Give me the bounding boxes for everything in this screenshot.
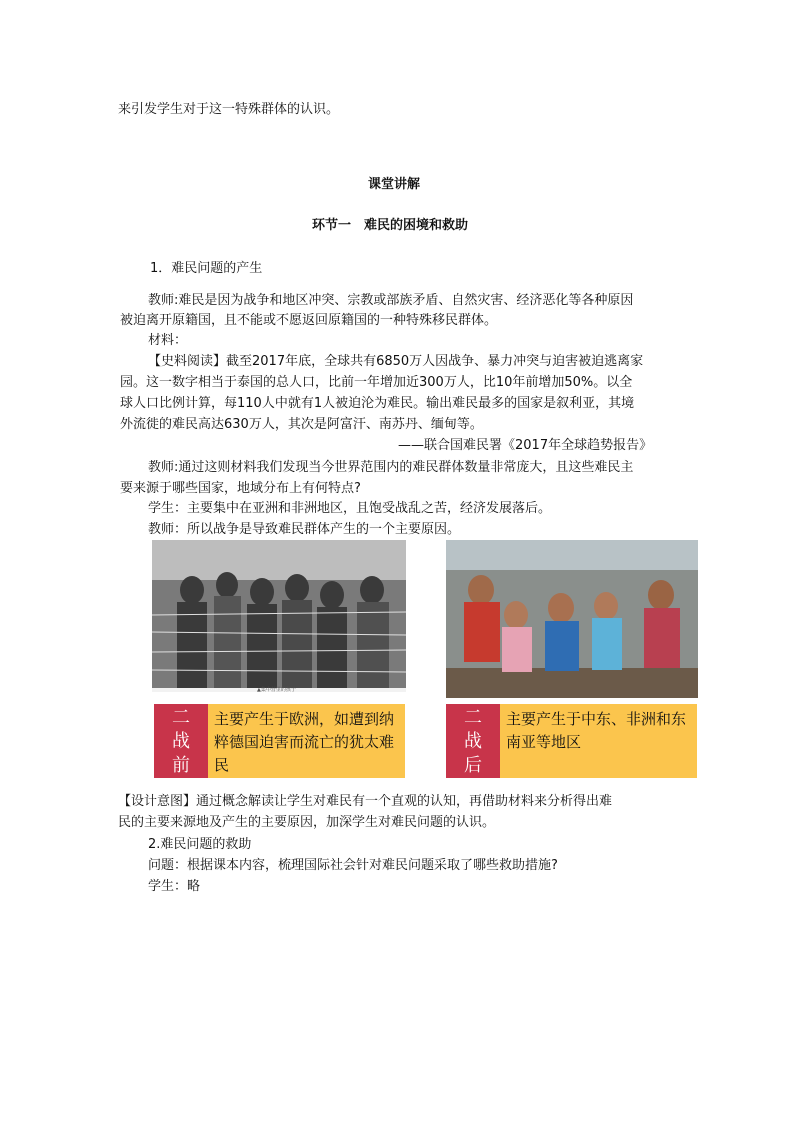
teacher-definition-line1: 教师:难民是因为战争和地区冲突、宗教或部族矛盾、自然灾害、经济恶化等各种原因 [148, 293, 634, 308]
teacher-question-line1: 教师:通过这则材料我们发现当今世界范围内的难民群体数量非常庞大，且这些难民主 [148, 460, 634, 475]
design-intent-line1: 【设计意图】通过概念解读让学生对难民有一个直观的认知，再借助材料来分析得出难 [118, 794, 613, 809]
photo-left-caption: ▲集中营里的孩子 [257, 687, 296, 692]
box-right-line2: 南亚等地区 [506, 733, 582, 751]
box-left-line2: 粹德国迫害而流亡的犹太难 [214, 733, 395, 751]
box-left-line1: 主要产生于欧洲，如遭到纳 [214, 710, 395, 728]
box-left-tag-char3: 前 [172, 755, 190, 776]
item1-heading: 1．难民问题的产生 [150, 261, 263, 276]
material-line3: 球人口比例计算，每110人中就有1人被迫沦为难民。输出难民最多的国家是叙利亚，其境 [120, 396, 635, 411]
section-title: 课堂讲解 [368, 177, 421, 192]
teacher-definition-line2: 被迫离开原籍国，且不能或不愿返回原籍国的一种特殊移民群体。 [120, 313, 498, 328]
box-left-line3: 民 [214, 756, 230, 774]
box-left-text [208, 704, 405, 778]
photo-refugee-children-image [446, 540, 698, 698]
design-intent-line2: 民的主要来源地及产生的主要原因，加深学生对难民问题的认识。 [118, 815, 496, 830]
material-line2: 园。这一数字相当于泰国的总人口，比前一年增加近300万人，比10年前增加50%。以全 [120, 375, 633, 390]
material-label: 材料： [148, 333, 188, 348]
item2-heading: 2.难民问题的救助 [148, 837, 252, 852]
subsection-title: 环节一 难民的困境和救助 [312, 218, 469, 233]
student-answer: 学生：主要集中在亚洲和非洲地区，且饱受战乱之苦，经济发展落后。 [148, 501, 552, 516]
box-right-line1: 主要产生于中东、非洲和东 [506, 710, 687, 728]
teacher-conclusion: 教师：所以战争是导致难民群体产生的一个主要原因。 [148, 522, 461, 537]
material-line1: 【史料阅读】截至2017年底，全球共有6850万人因战争、暴力冲突与迫害被迫逃离家 [148, 354, 644, 369]
box-right-tag [446, 704, 500, 778]
intro-line: 来引发学生对于这一特殊群体的认识。 [118, 102, 340, 117]
box-right-tag-char1: 二 [464, 707, 482, 728]
material-source: ——联合国难民署《2017年全球趋势报告》 [398, 438, 653, 453]
box-left-tag-char1: 二 [172, 707, 190, 728]
student-answer-b: 学生：略 [148, 879, 201, 894]
photo-camp-children-image [152, 540, 406, 692]
box-right-text [500, 704, 697, 778]
box-right-tag-char3: 后 [464, 755, 482, 776]
box-right-tag-char2: 战 [464, 731, 482, 752]
box-left-tag [154, 704, 208, 778]
photo-refugee-children [446, 540, 698, 698]
question-line: 问题：根据课本内容，梳理国际社会针对难民问题采取了哪些救助措施? [148, 858, 558, 873]
material-line4: 外流徙的难民高达630万人，其次是阿富汗、南苏丹、缅甸等。 [120, 417, 483, 432]
photo-camp-children [152, 540, 406, 692]
teacher-question-line2: 要来源于哪些国家，地域分布上有何特点? [120, 481, 361, 496]
box-left-tag-char2: 战 [172, 731, 190, 752]
